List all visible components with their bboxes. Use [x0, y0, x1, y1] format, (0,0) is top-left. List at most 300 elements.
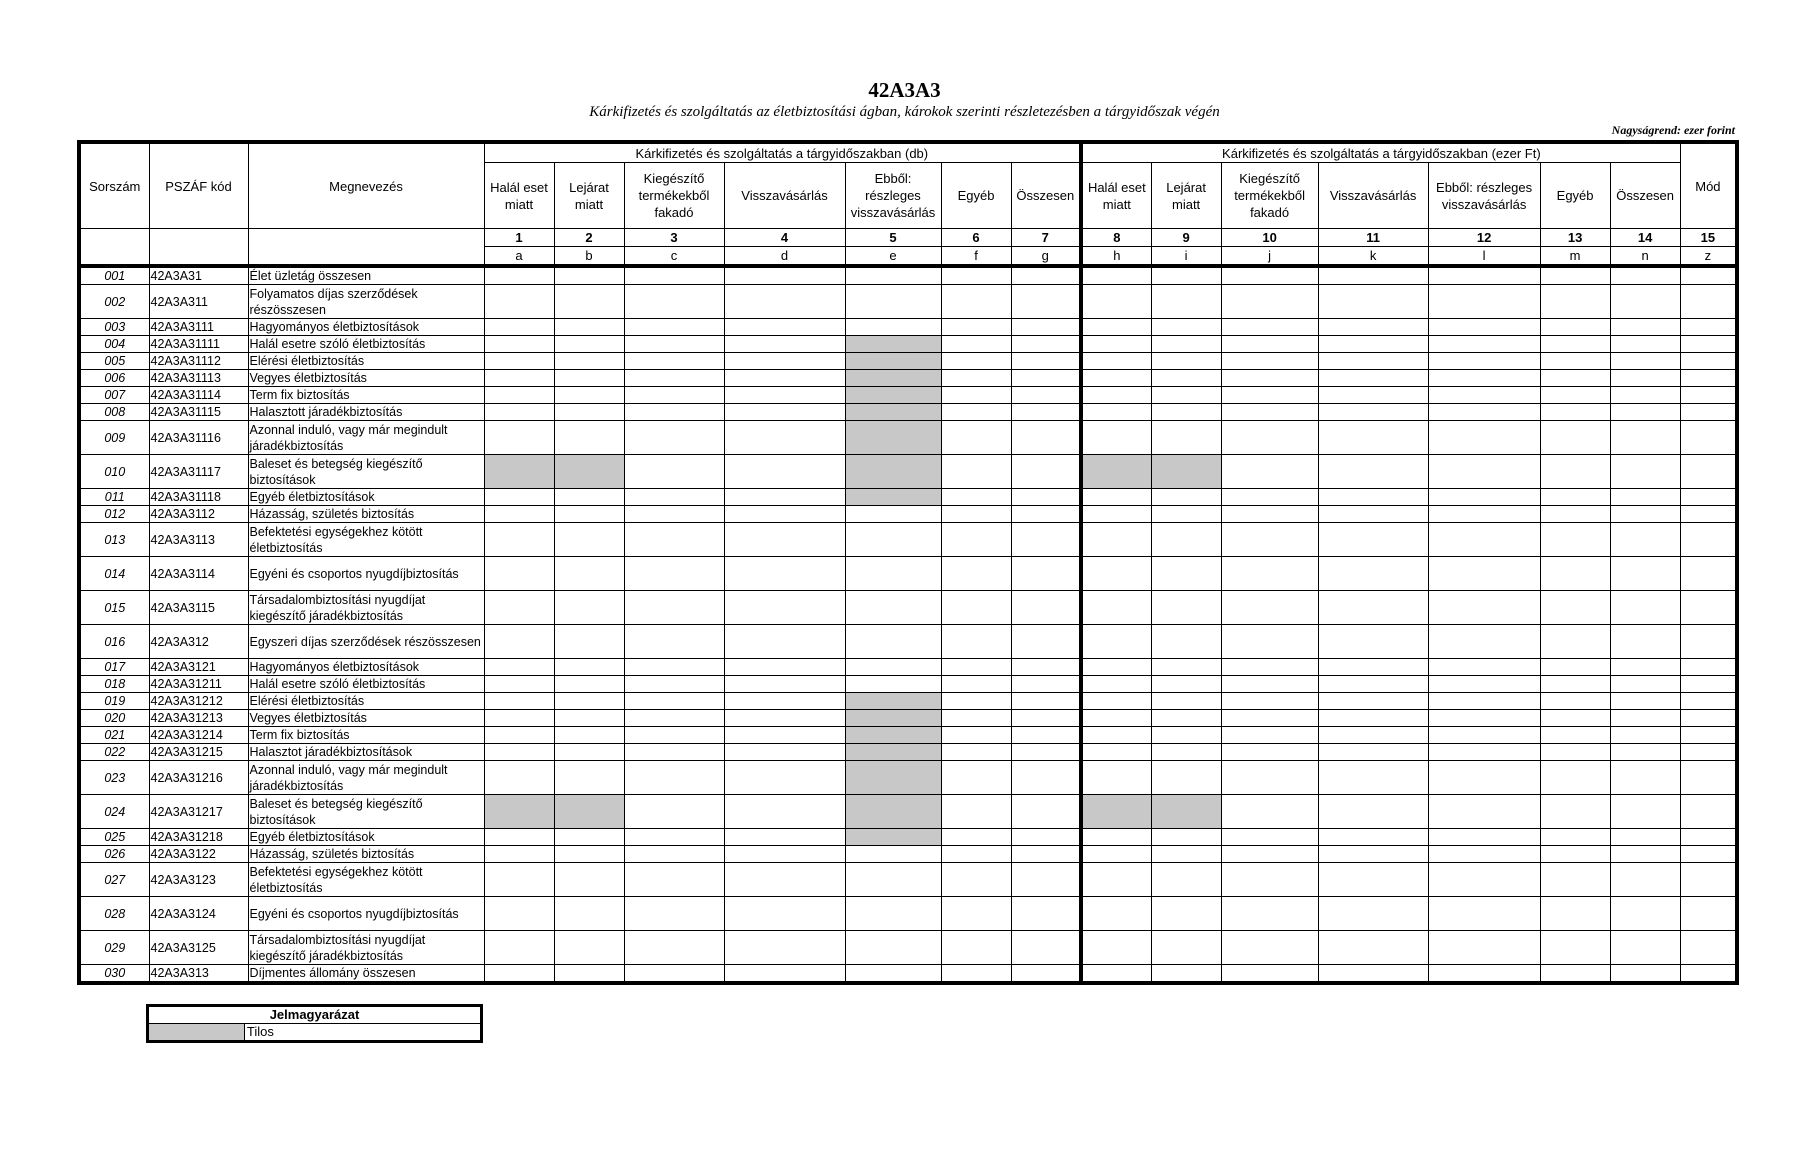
- data-cell-f[interactable]: [941, 931, 1011, 965]
- data-cell-g[interactable]: [1011, 404, 1081, 421]
- data-cell-h[interactable]: [1081, 897, 1151, 931]
- data-cell-k[interactable]: [1318, 557, 1428, 591]
- data-cell-m[interactable]: [1540, 625, 1610, 659]
- data-cell-h[interactable]: [1081, 744, 1151, 761]
- data-cell-l[interactable]: [1428, 285, 1540, 319]
- data-cell-j[interactable]: [1221, 659, 1318, 676]
- data-cell-d[interactable]: [724, 591, 845, 625]
- data-cell-d[interactable]: [724, 266, 845, 285]
- data-cell-c[interactable]: [624, 897, 724, 931]
- data-cell-l[interactable]: [1428, 506, 1540, 523]
- data-cell-m[interactable]: [1540, 676, 1610, 693]
- data-cell-a[interactable]: [484, 557, 554, 591]
- data-cell-j[interactable]: [1221, 506, 1318, 523]
- data-cell-b[interactable]: [554, 591, 624, 625]
- data-cell-l[interactable]: [1428, 557, 1540, 591]
- data-cell-d[interactable]: [724, 557, 845, 591]
- data-cell-k[interactable]: [1318, 404, 1428, 421]
- data-cell-i[interactable]: [1151, 387, 1221, 404]
- data-cell-e[interactable]: [845, 506, 941, 523]
- data-cell-a[interactable]: [484, 285, 554, 319]
- data-cell-a[interactable]: [484, 489, 554, 506]
- data-cell-m[interactable]: [1540, 421, 1610, 455]
- data-cell-i[interactable]: [1151, 693, 1221, 710]
- data-cell-a[interactable]: [484, 266, 554, 285]
- data-cell-j[interactable]: [1221, 285, 1318, 319]
- data-cell-i[interactable]: [1151, 965, 1221, 984]
- data-cell-f[interactable]: [941, 710, 1011, 727]
- data-cell-m[interactable]: [1540, 506, 1610, 523]
- data-cell-i[interactable]: [1151, 761, 1221, 795]
- data-cell-a[interactable]: [484, 710, 554, 727]
- data-cell-m[interactable]: [1540, 829, 1610, 846]
- data-cell-z[interactable]: [1680, 795, 1737, 829]
- data-cell-k[interactable]: [1318, 710, 1428, 727]
- data-cell-f[interactable]: [941, 489, 1011, 506]
- data-cell-g[interactable]: [1011, 285, 1081, 319]
- data-cell-g[interactable]: [1011, 744, 1081, 761]
- data-cell-z[interactable]: [1680, 404, 1737, 421]
- data-cell-m[interactable]: [1540, 336, 1610, 353]
- data-cell-d[interactable]: [724, 319, 845, 336]
- data-cell-g[interactable]: [1011, 897, 1081, 931]
- data-cell-m[interactable]: [1540, 846, 1610, 863]
- data-cell-i[interactable]: [1151, 744, 1221, 761]
- data-cell-b[interactable]: [554, 846, 624, 863]
- data-cell-f[interactable]: [941, 863, 1011, 897]
- data-cell-f[interactable]: [941, 897, 1011, 931]
- data-cell-f[interactable]: [941, 846, 1011, 863]
- data-cell-h[interactable]: [1081, 336, 1151, 353]
- data-cell-a[interactable]: [484, 404, 554, 421]
- data-cell-l[interactable]: [1428, 591, 1540, 625]
- data-cell-c[interactable]: [624, 266, 724, 285]
- data-cell-c[interactable]: [624, 625, 724, 659]
- data-cell-z[interactable]: [1680, 387, 1737, 404]
- data-cell-f[interactable]: [941, 370, 1011, 387]
- data-cell-a[interactable]: [484, 761, 554, 795]
- data-cell-l[interactable]: [1428, 710, 1540, 727]
- data-cell-e[interactable]: [845, 285, 941, 319]
- data-cell-n[interactable]: [1610, 591, 1680, 625]
- data-cell-a[interactable]: [484, 353, 554, 370]
- data-cell-z[interactable]: [1680, 370, 1737, 387]
- data-cell-d[interactable]: [724, 455, 845, 489]
- data-cell-n[interactable]: [1610, 506, 1680, 523]
- data-cell-d[interactable]: [724, 965, 845, 984]
- data-cell-f[interactable]: [941, 965, 1011, 984]
- data-cell-g[interactable]: [1011, 523, 1081, 557]
- data-cell-l[interactable]: [1428, 727, 1540, 744]
- data-cell-h[interactable]: [1081, 370, 1151, 387]
- data-cell-h[interactable]: [1081, 931, 1151, 965]
- data-cell-b[interactable]: [554, 353, 624, 370]
- data-cell-z[interactable]: [1680, 897, 1737, 931]
- data-cell-n[interactable]: [1610, 319, 1680, 336]
- data-cell-j[interactable]: [1221, 727, 1318, 744]
- data-cell-j[interactable]: [1221, 761, 1318, 795]
- data-cell-e[interactable]: [845, 897, 941, 931]
- data-cell-l[interactable]: [1428, 353, 1540, 370]
- data-cell-z[interactable]: [1680, 829, 1737, 846]
- data-cell-a[interactable]: [484, 506, 554, 523]
- data-cell-e[interactable]: [845, 846, 941, 863]
- data-cell-e[interactable]: [845, 863, 941, 897]
- data-cell-m[interactable]: [1540, 591, 1610, 625]
- data-cell-a[interactable]: [484, 676, 554, 693]
- data-cell-f[interactable]: [941, 387, 1011, 404]
- data-cell-k[interactable]: [1318, 744, 1428, 761]
- data-cell-k[interactable]: [1318, 676, 1428, 693]
- data-cell-d[interactable]: [724, 370, 845, 387]
- data-cell-m[interactable]: [1540, 489, 1610, 506]
- data-cell-f[interactable]: [941, 455, 1011, 489]
- data-cell-n[interactable]: [1610, 931, 1680, 965]
- data-cell-e[interactable]: [845, 591, 941, 625]
- data-cell-c[interactable]: [624, 285, 724, 319]
- data-cell-g[interactable]: [1011, 489, 1081, 506]
- data-cell-f[interactable]: [941, 727, 1011, 744]
- data-cell-b[interactable]: [554, 829, 624, 846]
- data-cell-i[interactable]: [1151, 557, 1221, 591]
- data-cell-d[interactable]: [724, 863, 845, 897]
- data-cell-f[interactable]: [941, 523, 1011, 557]
- data-cell-h[interactable]: [1081, 506, 1151, 523]
- data-cell-f[interactable]: [941, 336, 1011, 353]
- data-cell-c[interactable]: [624, 489, 724, 506]
- data-cell-k[interactable]: [1318, 285, 1428, 319]
- data-cell-c[interactable]: [624, 676, 724, 693]
- data-cell-a[interactable]: [484, 727, 554, 744]
- data-cell-i[interactable]: [1151, 727, 1221, 744]
- data-cell-d[interactable]: [724, 727, 845, 744]
- data-cell-m[interactable]: [1540, 387, 1610, 404]
- data-cell-k[interactable]: [1318, 761, 1428, 795]
- data-cell-l[interactable]: [1428, 931, 1540, 965]
- data-cell-g[interactable]: [1011, 795, 1081, 829]
- data-cell-h[interactable]: [1081, 353, 1151, 370]
- data-cell-h[interactable]: [1081, 557, 1151, 591]
- data-cell-i[interactable]: [1151, 931, 1221, 965]
- data-cell-f[interactable]: [941, 761, 1011, 795]
- data-cell-j[interactable]: [1221, 319, 1318, 336]
- data-cell-z[interactable]: [1680, 931, 1737, 965]
- data-cell-j[interactable]: [1221, 846, 1318, 863]
- data-cell-c[interactable]: [624, 591, 724, 625]
- data-cell-h[interactable]: [1081, 523, 1151, 557]
- data-cell-g[interactable]: [1011, 727, 1081, 744]
- data-cell-h[interactable]: [1081, 387, 1151, 404]
- data-cell-g[interactable]: [1011, 557, 1081, 591]
- data-cell-k[interactable]: [1318, 693, 1428, 710]
- data-cell-c[interactable]: [624, 336, 724, 353]
- data-cell-a[interactable]: [484, 336, 554, 353]
- data-cell-n[interactable]: [1610, 404, 1680, 421]
- data-cell-c[interactable]: [624, 693, 724, 710]
- data-cell-h[interactable]: [1081, 761, 1151, 795]
- data-cell-j[interactable]: [1221, 931, 1318, 965]
- data-cell-k[interactable]: [1318, 863, 1428, 897]
- data-cell-k[interactable]: [1318, 455, 1428, 489]
- data-cell-g[interactable]: [1011, 931, 1081, 965]
- data-cell-n[interactable]: [1610, 625, 1680, 659]
- data-cell-n[interactable]: [1610, 336, 1680, 353]
- data-cell-b[interactable]: [554, 744, 624, 761]
- data-cell-m[interactable]: [1540, 370, 1610, 387]
- data-cell-g[interactable]: [1011, 863, 1081, 897]
- data-cell-i[interactable]: [1151, 676, 1221, 693]
- data-cell-j[interactable]: [1221, 266, 1318, 285]
- data-cell-d[interactable]: [724, 693, 845, 710]
- data-cell-i[interactable]: [1151, 285, 1221, 319]
- data-cell-j[interactable]: [1221, 676, 1318, 693]
- data-cell-c[interactable]: [624, 931, 724, 965]
- data-cell-e[interactable]: [845, 931, 941, 965]
- data-cell-i[interactable]: [1151, 710, 1221, 727]
- data-cell-g[interactable]: [1011, 387, 1081, 404]
- data-cell-z[interactable]: [1680, 591, 1737, 625]
- data-cell-z[interactable]: [1680, 489, 1737, 506]
- data-cell-n[interactable]: [1610, 557, 1680, 591]
- data-cell-z[interactable]: [1680, 710, 1737, 727]
- data-cell-d[interactable]: [724, 676, 845, 693]
- data-cell-b[interactable]: [554, 266, 624, 285]
- data-cell-i[interactable]: [1151, 846, 1221, 863]
- data-cell-b[interactable]: [554, 897, 624, 931]
- data-cell-g[interactable]: [1011, 659, 1081, 676]
- data-cell-z[interactable]: [1680, 506, 1737, 523]
- data-cell-z[interactable]: [1680, 676, 1737, 693]
- data-cell-d[interactable]: [724, 404, 845, 421]
- data-cell-d[interactable]: [724, 931, 845, 965]
- data-cell-l[interactable]: [1428, 404, 1540, 421]
- data-cell-c[interactable]: [624, 710, 724, 727]
- data-cell-a[interactable]: [484, 591, 554, 625]
- data-cell-n[interactable]: [1610, 744, 1680, 761]
- data-cell-a[interactable]: [484, 523, 554, 557]
- data-cell-c[interactable]: [624, 557, 724, 591]
- data-cell-j[interactable]: [1221, 829, 1318, 846]
- data-cell-d[interactable]: [724, 897, 845, 931]
- data-cell-l[interactable]: [1428, 693, 1540, 710]
- data-cell-i[interactable]: [1151, 489, 1221, 506]
- data-cell-k[interactable]: [1318, 336, 1428, 353]
- data-cell-g[interactable]: [1011, 710, 1081, 727]
- data-cell-c[interactable]: [624, 795, 724, 829]
- data-cell-l[interactable]: [1428, 761, 1540, 795]
- data-cell-k[interactable]: [1318, 727, 1428, 744]
- data-cell-m[interactable]: [1540, 761, 1610, 795]
- data-cell-z[interactable]: [1680, 846, 1737, 863]
- data-cell-h[interactable]: [1081, 659, 1151, 676]
- data-cell-g[interactable]: [1011, 506, 1081, 523]
- data-cell-l[interactable]: [1428, 523, 1540, 557]
- data-cell-c[interactable]: [624, 829, 724, 846]
- data-cell-e[interactable]: [845, 625, 941, 659]
- data-cell-l[interactable]: [1428, 795, 1540, 829]
- data-cell-a[interactable]: [484, 421, 554, 455]
- data-cell-i[interactable]: [1151, 421, 1221, 455]
- data-cell-z[interactable]: [1680, 319, 1737, 336]
- data-cell-f[interactable]: [941, 744, 1011, 761]
- data-cell-l[interactable]: [1428, 863, 1540, 897]
- data-cell-i[interactable]: [1151, 523, 1221, 557]
- data-cell-l[interactable]: [1428, 846, 1540, 863]
- data-cell-f[interactable]: [941, 319, 1011, 336]
- data-cell-l[interactable]: [1428, 965, 1540, 984]
- data-cell-b[interactable]: [554, 285, 624, 319]
- data-cell-k[interactable]: [1318, 591, 1428, 625]
- data-cell-z[interactable]: [1680, 965, 1737, 984]
- data-cell-d[interactable]: [724, 506, 845, 523]
- data-cell-c[interactable]: [624, 370, 724, 387]
- data-cell-k[interactable]: [1318, 266, 1428, 285]
- data-cell-c[interactable]: [624, 506, 724, 523]
- data-cell-m[interactable]: [1540, 744, 1610, 761]
- data-cell-m[interactable]: [1540, 659, 1610, 676]
- data-cell-m[interactable]: [1540, 965, 1610, 984]
- data-cell-h[interactable]: [1081, 676, 1151, 693]
- data-cell-n[interactable]: [1610, 266, 1680, 285]
- data-cell-a[interactable]: [484, 846, 554, 863]
- data-cell-k[interactable]: [1318, 965, 1428, 984]
- data-cell-l[interactable]: [1428, 744, 1540, 761]
- data-cell-i[interactable]: [1151, 319, 1221, 336]
- data-cell-j[interactable]: [1221, 489, 1318, 506]
- data-cell-n[interactable]: [1610, 489, 1680, 506]
- data-cell-k[interactable]: [1318, 846, 1428, 863]
- data-cell-k[interactable]: [1318, 659, 1428, 676]
- data-cell-m[interactable]: [1540, 353, 1610, 370]
- data-cell-d[interactable]: [724, 336, 845, 353]
- data-cell-n[interactable]: [1610, 761, 1680, 795]
- data-cell-c[interactable]: [624, 421, 724, 455]
- data-cell-f[interactable]: [941, 591, 1011, 625]
- data-cell-d[interactable]: [724, 659, 845, 676]
- data-cell-d[interactable]: [724, 625, 845, 659]
- data-cell-m[interactable]: [1540, 931, 1610, 965]
- data-cell-b[interactable]: [554, 336, 624, 353]
- data-cell-j[interactable]: [1221, 710, 1318, 727]
- data-cell-k[interactable]: [1318, 421, 1428, 455]
- data-cell-m[interactable]: [1540, 693, 1610, 710]
- data-cell-a[interactable]: [484, 744, 554, 761]
- data-cell-c[interactable]: [624, 404, 724, 421]
- data-cell-n[interactable]: [1610, 659, 1680, 676]
- data-cell-i[interactable]: [1151, 659, 1221, 676]
- data-cell-b[interactable]: [554, 727, 624, 744]
- data-cell-e[interactable]: [845, 266, 941, 285]
- data-cell-b[interactable]: [554, 863, 624, 897]
- data-cell-a[interactable]: [484, 387, 554, 404]
- data-cell-b[interactable]: [554, 931, 624, 965]
- data-cell-f[interactable]: [941, 795, 1011, 829]
- data-cell-j[interactable]: [1221, 897, 1318, 931]
- data-cell-n[interactable]: [1610, 829, 1680, 846]
- data-cell-f[interactable]: [941, 285, 1011, 319]
- data-cell-g[interactable]: [1011, 455, 1081, 489]
- data-cell-j[interactable]: [1221, 625, 1318, 659]
- data-cell-b[interactable]: [554, 319, 624, 336]
- data-cell-z[interactable]: [1680, 353, 1737, 370]
- data-cell-m[interactable]: [1540, 710, 1610, 727]
- data-cell-k[interactable]: [1318, 370, 1428, 387]
- data-cell-n[interactable]: [1610, 455, 1680, 489]
- data-cell-b[interactable]: [554, 523, 624, 557]
- data-cell-j[interactable]: [1221, 455, 1318, 489]
- data-cell-z[interactable]: [1680, 455, 1737, 489]
- data-cell-h[interactable]: [1081, 846, 1151, 863]
- data-cell-b[interactable]: [554, 659, 624, 676]
- data-cell-j[interactable]: [1221, 353, 1318, 370]
- data-cell-c[interactable]: [624, 965, 724, 984]
- data-cell-b[interactable]: [554, 506, 624, 523]
- data-cell-a[interactable]: [484, 370, 554, 387]
- data-cell-f[interactable]: [941, 557, 1011, 591]
- data-cell-n[interactable]: [1610, 353, 1680, 370]
- data-cell-f[interactable]: [941, 421, 1011, 455]
- data-cell-z[interactable]: [1680, 863, 1737, 897]
- data-cell-a[interactable]: [484, 863, 554, 897]
- data-cell-c[interactable]: [624, 387, 724, 404]
- data-cell-j[interactable]: [1221, 591, 1318, 625]
- data-cell-j[interactable]: [1221, 387, 1318, 404]
- data-cell-j[interactable]: [1221, 965, 1318, 984]
- data-cell-l[interactable]: [1428, 370, 1540, 387]
- data-cell-i[interactable]: [1151, 625, 1221, 659]
- data-cell-a[interactable]: [484, 829, 554, 846]
- data-cell-f[interactable]: [941, 266, 1011, 285]
- data-cell-g[interactable]: [1011, 965, 1081, 984]
- data-cell-f[interactable]: [941, 676, 1011, 693]
- data-cell-b[interactable]: [554, 404, 624, 421]
- data-cell-n[interactable]: [1610, 285, 1680, 319]
- data-cell-m[interactable]: [1540, 523, 1610, 557]
- data-cell-n[interactable]: [1610, 897, 1680, 931]
- data-cell-i[interactable]: [1151, 336, 1221, 353]
- data-cell-e[interactable]: [845, 965, 941, 984]
- data-cell-l[interactable]: [1428, 387, 1540, 404]
- data-cell-g[interactable]: [1011, 846, 1081, 863]
- data-cell-n[interactable]: [1610, 676, 1680, 693]
- data-cell-j[interactable]: [1221, 404, 1318, 421]
- data-cell-c[interactable]: [624, 846, 724, 863]
- data-cell-n[interactable]: [1610, 693, 1680, 710]
- data-cell-f[interactable]: [941, 404, 1011, 421]
- data-cell-l[interactable]: [1428, 336, 1540, 353]
- data-cell-l[interactable]: [1428, 659, 1540, 676]
- data-cell-m[interactable]: [1540, 897, 1610, 931]
- data-cell-i[interactable]: [1151, 863, 1221, 897]
- data-cell-l[interactable]: [1428, 421, 1540, 455]
- data-cell-n[interactable]: [1610, 523, 1680, 557]
- data-cell-i[interactable]: [1151, 829, 1221, 846]
- data-cell-g[interactable]: [1011, 761, 1081, 795]
- data-cell-j[interactable]: [1221, 693, 1318, 710]
- data-cell-j[interactable]: [1221, 744, 1318, 761]
- data-cell-z[interactable]: [1680, 523, 1737, 557]
- data-cell-d[interactable]: [724, 744, 845, 761]
- data-cell-g[interactable]: [1011, 353, 1081, 370]
- data-cell-d[interactable]: [724, 285, 845, 319]
- data-cell-h[interactable]: [1081, 285, 1151, 319]
- data-cell-i[interactable]: [1151, 266, 1221, 285]
- data-cell-h[interactable]: [1081, 693, 1151, 710]
- data-cell-c[interactable]: [624, 659, 724, 676]
- data-cell-c[interactable]: [624, 761, 724, 795]
- data-cell-h[interactable]: [1081, 965, 1151, 984]
- data-cell-a[interactable]: [484, 931, 554, 965]
